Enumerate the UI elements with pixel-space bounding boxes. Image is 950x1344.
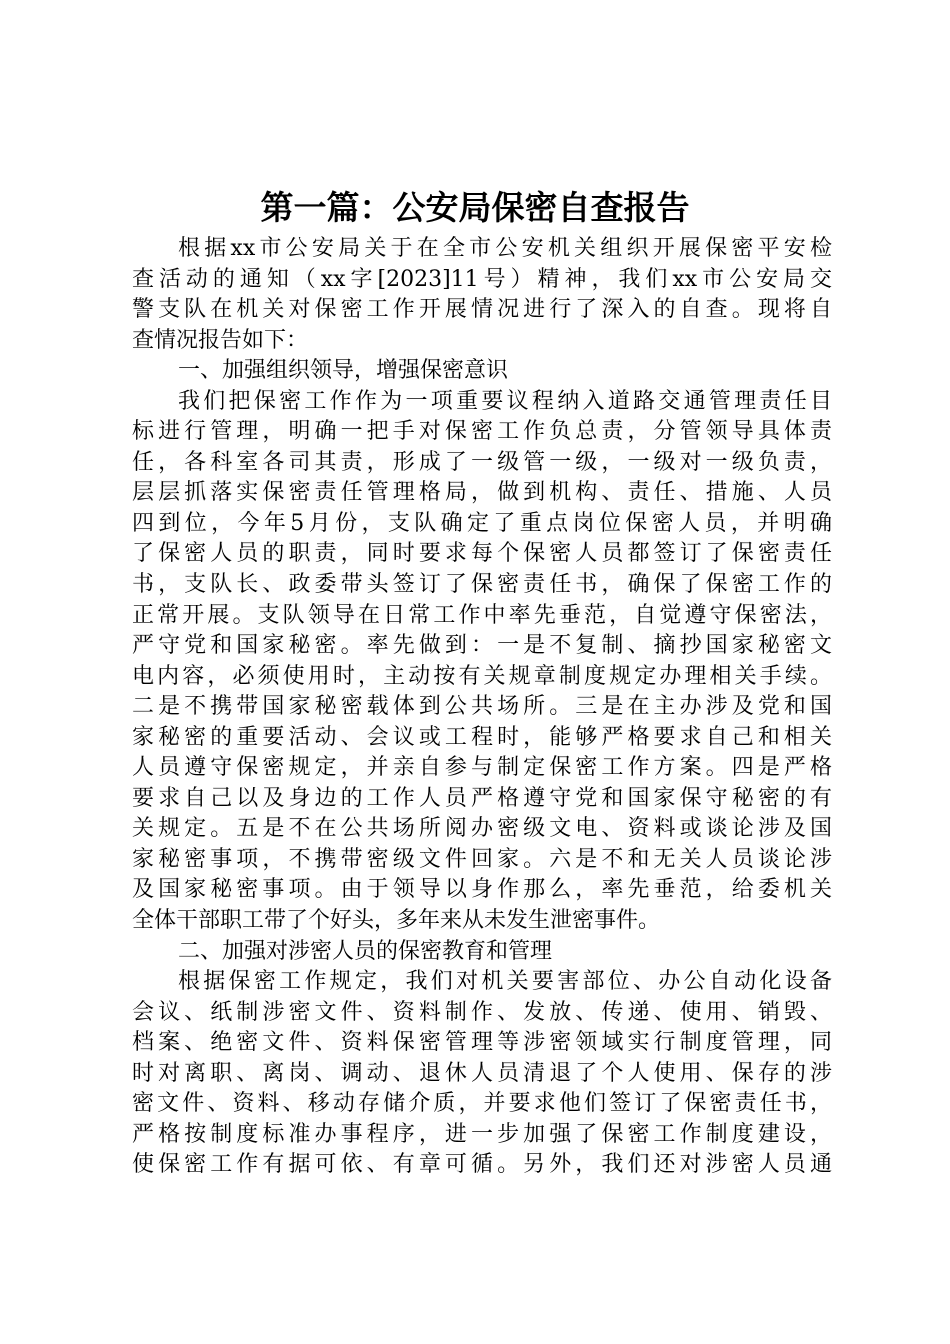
text-line-paragraph-start: 根据保密工作规定，我们对机关要害部位、办公自动化设备 (178, 969, 832, 995)
text-line: 查活动的通知（xx字[2023]11号）精神，我们xx市公安局交 (132, 266, 832, 292)
text-line: 二是不携带国家秘密载体到公共场所。三是在主办涉及党和国 (132, 694, 832, 720)
text-line: 家秘密的重要活动、会议或工程时，能够严格要求自己和相关 (132, 724, 832, 750)
text-line: 层层抓落实保密责任管理格局，做到机构、责任、措施、人员 (132, 480, 832, 506)
text-line-paragraph-start: 根据xx市公安局关于在全市公安机关组织开展保密平安检 (178, 236, 832, 261)
section-heading-2: 二、加强对涉密人员的保密教育和管理 (178, 938, 553, 964)
text-line: 任，各科室各司其责，形成了一级管一级，一级对一级负责， (132, 449, 832, 475)
text-line: 人员遵守保密规定，并亲自参与制定保密工作方案。四是严格 (132, 755, 832, 781)
section-heading-1: 一、加强组织领导，增强保密意识 (178, 358, 509, 384)
text-line: 关规定。五是不在公共场所阅办密级文电、资料或谈论涉及国 (132, 816, 832, 842)
text-line-paragraph-end: 查情况报告如下： (132, 327, 309, 353)
text-line: 档案、绝密文件、资料保密管理等涉密领域实行制度管理，同 (132, 1030, 832, 1056)
text-line: 会议、纸制涉密文件、资料制作、发放、传递、使用、销毁、 (132, 999, 832, 1025)
text-line: 时对离职、离岗、调动、退休人员清退了个人使用、保存的涉 (132, 1060, 832, 1086)
text-line: 使保密工作有据可依、有章可循。另外，我们还对涉密人员通 (132, 1152, 832, 1178)
text-line: 要求自己以及身边的工作人员严格遵守党和国家保守秘密的有 (132, 785, 832, 811)
text-line: 密文件、资料、移动存储介质，并要求他们签订了保密责任书， (132, 1091, 832, 1117)
text-line: 四到位，今年5月份，支队确定了重点岗位保密人员，并明确 (132, 510, 832, 536)
document-body (132, 234, 832, 1181)
text-line: 了保密人员的职责，同时要求每个保密人员都签订了保密责任 (132, 541, 832, 567)
text-line: 正常开展。支队领导在日常工作中率先垂范，自觉遵守保密法， (132, 602, 832, 628)
text-line: 严守党和国家秘密。率先做到：一是不复制、摘抄国家秘密文 (132, 633, 832, 659)
text-line: 书，支队长、政委带头签订了保密责任书，确保了保密工作的 (132, 572, 832, 598)
text-line-paragraph-end: 全体干部职工带了个好头，多年来从未发生泄密事件。 (132, 908, 661, 934)
text-line-paragraph-start: 我们把保密工作作为一项重要议程纳入道路交通管理责任目 (178, 388, 832, 414)
document-title: 第一篇：公安局保密自查报告 (260, 188, 690, 227)
text-line: 电内容，必须使用时，主动按有关规章制度规定办理相关手续。 (132, 663, 832, 689)
text-line: 警支队在机关对保密工作开展情况进行了深入的自查。现将自 (132, 297, 832, 323)
text-line: 严格按制度标准办事程序，进一步加强了保密工作制度建设， (132, 1121, 832, 1147)
text-line: 家秘密事项，不携带密级文件回家。六是不和无关人员谈论涉 (132, 846, 832, 872)
text-line: 标进行管理，明确一把手对保密工作负总责，分管领导具体责 (132, 419, 832, 445)
text-line: 及国家秘密事项。由于领导以身作那么，率先垂范，给委机关 (132, 877, 832, 903)
